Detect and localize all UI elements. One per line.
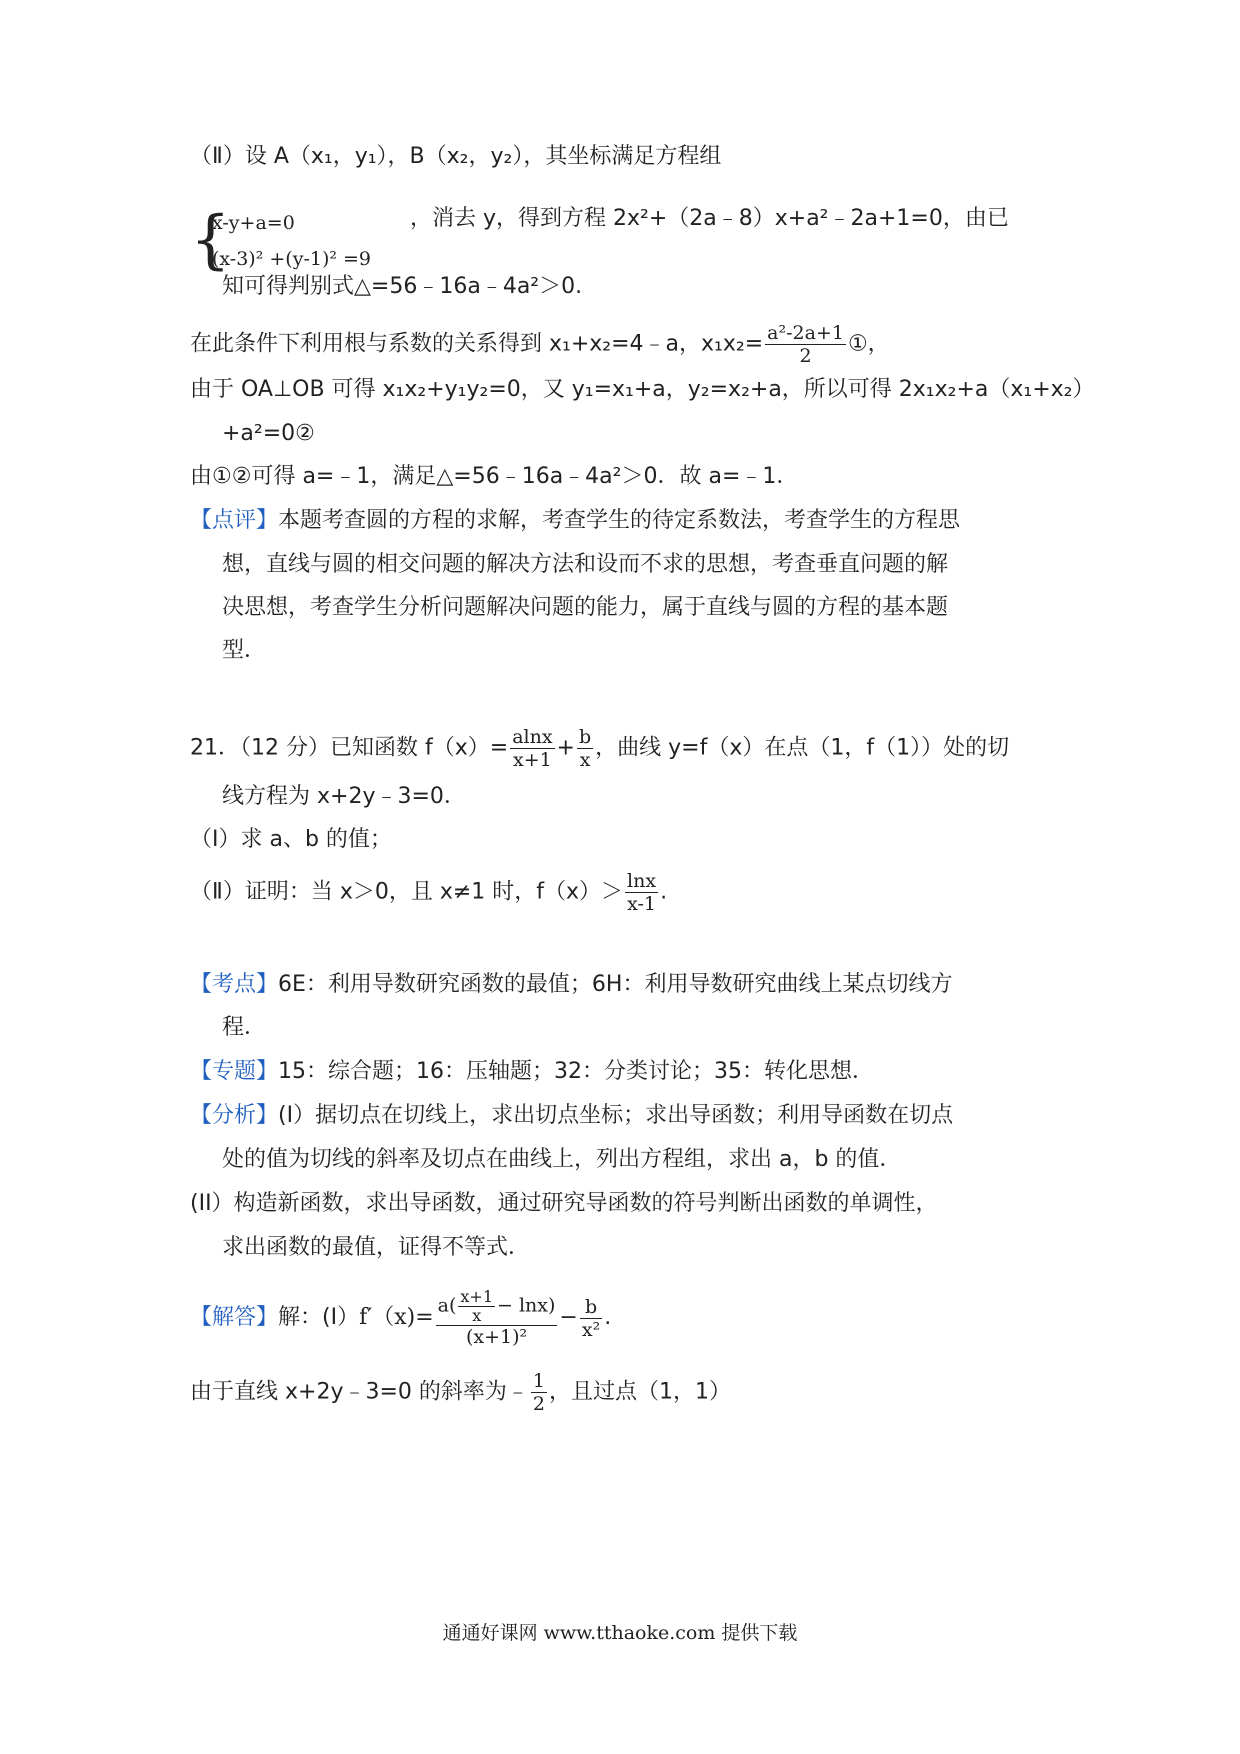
- fenxi-text-1: (I）据切点在切线上，求出切点坐标；求出导函数；利用导函数在切点: [278, 1103, 954, 1128]
- zhuanti-line: [190, 1057, 874, 1087]
- big-num-tail: − lnx): [497, 1294, 556, 1317]
- jieda-minus: −: [559, 1305, 578, 1330]
- discriminant-text: 知可得判别式△=56﹣16a﹣4a²＞0.: [222, 274, 583, 299]
- eliminate-text: ，消去 y，得到方程 2x²+（2a﹣8）x+a²﹣2a+1=0，由已: [410, 206, 1009, 231]
- q21-frac1-den: x+1: [513, 749, 552, 771]
- jieda-big-fraction: [436, 1288, 558, 1348]
- q21-part2-den: x-1: [627, 893, 656, 915]
- slope-prefix: 由于直线 x+2y﹣3=0 的斜率为﹣: [190, 1379, 529, 1405]
- comment-tag: 【点评】: [190, 508, 279, 533]
- fenxi-line-2: 处的值为切线的斜率及切点在曲线上，列出方程组，求出 a，b 的值．: [222, 1147, 902, 1172]
- big-num-a: a(: [437, 1294, 457, 1317]
- slope-fraction: [531, 1370, 547, 1415]
- slope-suffix: ，且过点（1，1）: [548, 1379, 731, 1405]
- zhuanti-text: 15：综合题；16：压轴题；32：分类讨论；35：转化思想．: [278, 1059, 874, 1084]
- comment-text-1: 本题考查圆的方程的求解，考查学生的待定系数法，考查学生的方程思: [278, 508, 961, 533]
- slope-den: 2: [532, 1393, 545, 1415]
- vieta-suffix: ①，: [847, 331, 890, 357]
- inner-num: x+1: [460, 1287, 494, 1306]
- q21-part2: [190, 870, 667, 915]
- part2-heading: （Ⅱ）设 A（x₁，y₁），B（x₂，y₂），其坐标满足方程组: [190, 144, 722, 169]
- system-row-2: (x-3)² +(y-1)² =9: [212, 248, 372, 270]
- comment-line-4: 型．: [222, 638, 267, 663]
- q21-suffix: ，曲线 y=f（x）在点（1，f（1））处的切: [595, 735, 1010, 761]
- vieta-prefix: 在此条件下利用根与系数的关系得到 x₁+x₂=4﹣a，x₁x₂=: [190, 331, 764, 357]
- slope-num: 1: [532, 1370, 545, 1392]
- kaodian-line-2: 程．: [222, 1015, 267, 1040]
- q21-part2-prefix: （Ⅱ）证明：当 x＞0，且 x≠1 时，f（x）＞: [190, 879, 624, 905]
- q21-part2-fraction: [625, 870, 658, 915]
- jieda-b-num: b: [580, 1296, 602, 1319]
- jieda-big-numerator: [436, 1288, 558, 1326]
- jieda-big-denominator: (x+1)²: [465, 1326, 528, 1348]
- system-row-1: x-y+a=0: [212, 212, 295, 234]
- jieda-prefix: 解：(I）: [278, 1305, 360, 1330]
- vieta-line: [190, 322, 890, 367]
- vieta-fraction: [765, 322, 846, 367]
- slope-line: [190, 1370, 731, 1415]
- vieta-denominator: 2: [799, 345, 812, 367]
- q21-fraction-1: [510, 726, 554, 771]
- q21-frac1-num: alnx: [512, 726, 553, 748]
- fenxi-tag: 【分析】: [190, 1103, 279, 1128]
- perpendicular-line-2: +a²=0②: [222, 421, 315, 446]
- brace-icon: {: [190, 203, 231, 277]
- part2-conclusion: 由①②可得 a=﹣1，满足△=56﹣16a﹣4a²＞0．故 a=﹣1．: [190, 464, 799, 489]
- inner-fraction: [458, 1288, 495, 1325]
- jieda-tag: 【解答】: [190, 1305, 279, 1330]
- q21-frac2-den: x: [579, 749, 591, 771]
- zhuanti-tag: 【专题】: [190, 1059, 279, 1084]
- q21-line-1: [190, 726, 1009, 771]
- q21-part2-suffix: .: [660, 879, 668, 905]
- q21-plus: +: [556, 735, 575, 761]
- kaodian-line-1: [190, 970, 952, 1000]
- inner-den: x: [472, 1306, 482, 1325]
- perpendicular-line-1: 由于 OA⊥OB 可得 x₁x₂+y₁y₂=0，又 y₁=x₁+a，y₂=x₂+a，所以可得 2x₁x₂+a（x₁+x₂）: [190, 377, 1095, 402]
- jieda-line: [190, 1288, 611, 1348]
- comment-line-2: 想，直线与圆的相交问题的解决方法和设而不求的思想，考查垂直问题的解: [222, 552, 949, 577]
- fenxi-line-1: [190, 1101, 953, 1131]
- q21-line-2: 线方程为 x+2y﹣3=0．: [222, 784, 466, 809]
- comment-line-1: [190, 506, 960, 536]
- q21-fraction-2: [577, 726, 593, 771]
- comment-line-3: 决思想，考查学生分析问题解决问题的能力，属于直线与圆的方程的基本题: [222, 595, 949, 620]
- page-footer: 通通好课网 www.tthaoke.com 提供下载: [442, 1622, 798, 1644]
- q21-prefix: 21．（12 分）已知函数 f（x）=: [190, 735, 509, 761]
- fenxi-line-3: (II）构造新函数，求出导函数，通过研究导函数的符号判断出函数的单调性，: [190, 1191, 938, 1216]
- kaodian-tag: 【考点】: [190, 972, 279, 997]
- fenxi-line-4: 求出函数的最值，证得不等式．: [222, 1235, 531, 1260]
- kaodian-text-1: 6E：利用导数研究函数的最值；6H：利用导数研究曲线上某点切线方: [278, 972, 953, 997]
- q21-part1: （Ⅰ）求 a、b 的值；: [190, 827, 392, 852]
- jieda-b-den: x²: [581, 1318, 601, 1341]
- q21-part2-num: lnx: [627, 870, 657, 892]
- jieda-derivative: f′（x)=: [359, 1305, 434, 1330]
- jieda-period: .: [604, 1305, 612, 1330]
- q21-frac2-num: b: [578, 726, 592, 748]
- vieta-numerator: a²-2a+1: [767, 322, 844, 344]
- jieda-b-fraction: [580, 1296, 602, 1341]
